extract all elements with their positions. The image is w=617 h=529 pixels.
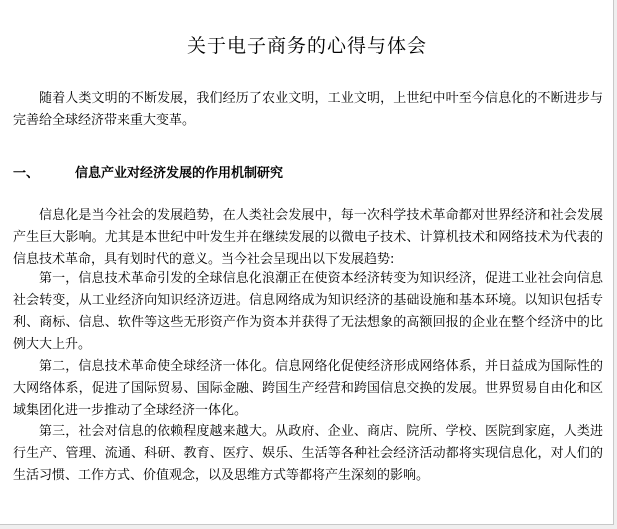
section-heading (13, 163, 603, 185)
document-title: 关于电子商务的心得与体会 (186, 35, 427, 57)
section-title: 信息产业对经济发展的作用机制研究 (75, 166, 284, 181)
body-paragraph: 信息化是当今社会的发展趋势，在人类社会发展中，每一次科学技术革命都对世界经济和社会发展产生巨大影响。尤其是本世纪中叶发生并在继续发展的以微电子技术、计算机技术和网络技术为代表的信息技术革命，具有划时代的意义。当今社会呈现出以下发展趋势: (13, 208, 603, 267)
section-number: 一、 (13, 166, 40, 181)
intro-paragraph: 随着人类文明的不断发展，我们经历了农业文明，工业文明，上世纪中叶至今信息化的不断进步与完善给全球经济带来重大变革。 (13, 91, 603, 128)
body-paragraph: 第二，信息技术革命使全球经济一体化。信息网络化促使经济形成网络体系，并日益成为国际性的大网络体系，促进了国际贸易、国际金融、跨国生产经营和跨国信息交换的发展。世界贸易自由化和区域集团化进一步推动了全球经济一体化。 (13, 359, 603, 418)
body-paragraph: 第一，信息技术革命引发的全球信息化浪潮正在使资本经济转变为知识经济，促进工业社会向信息社会转变，从工业经济向知识经济迈进。信息网络成为知识经济的基础设施和基本环境。以知识包括专利、商标、信息、软件等这些无形资产作为资本并获得了无法想象的高额回报的企业在整个经济中的比例大大上升。 (13, 271, 603, 352)
body-paragraph: 第三，社会对信息的依赖程度越来越大。从政府、企业、商店、院所、学校、医院到家庭，人类进行生产、管理、流通、科研、教育、医疗、娱乐、生活等各种社会经济活动都将实现信息化，对人们的生活习惯、工作方式、价值观念，以及思维方式等都将产生深刻的影响。 (13, 424, 603, 483)
